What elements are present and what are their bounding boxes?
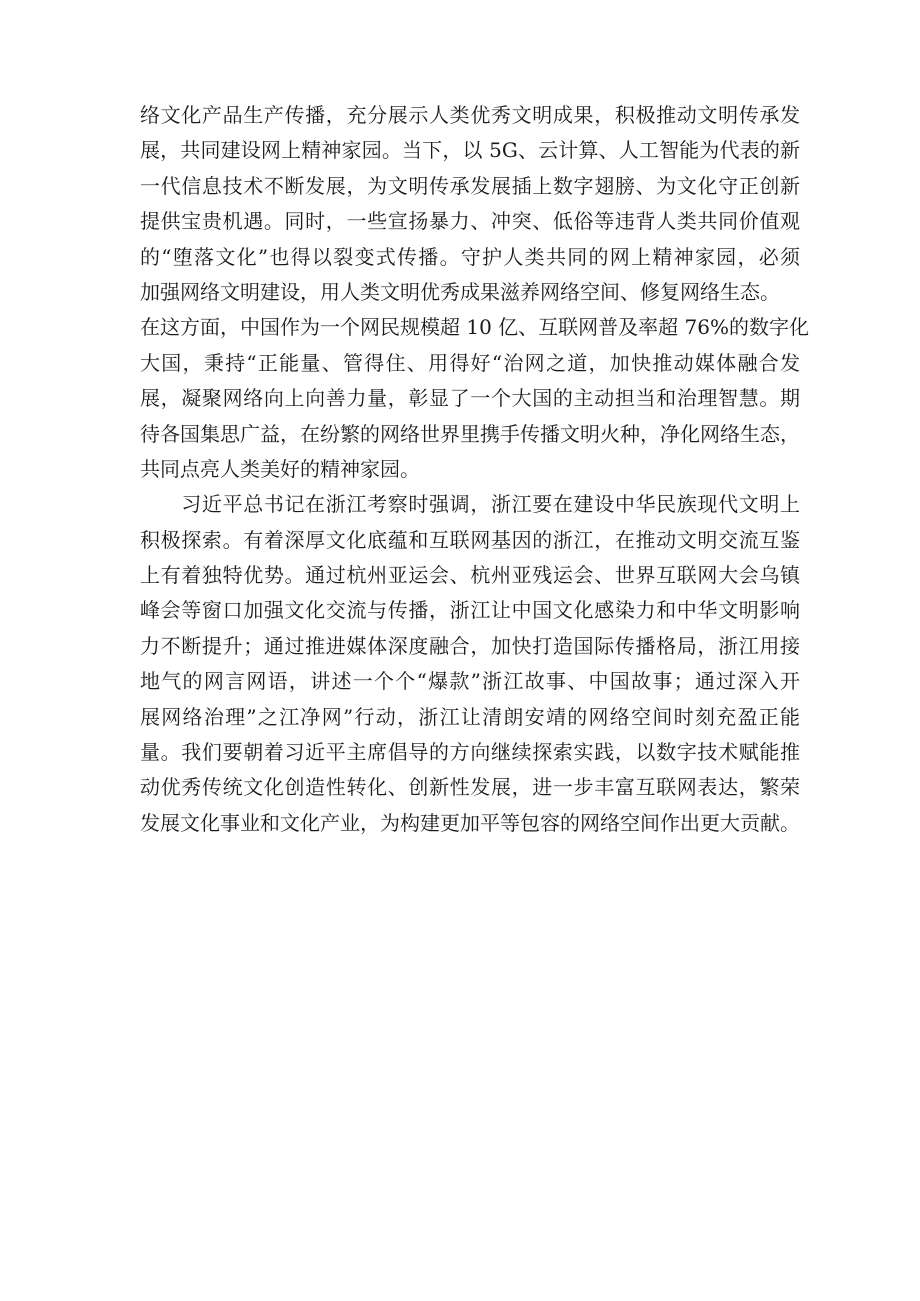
text-line: 的“堕落文化”也得以裂变式传播。守护人类共同的网上精神家园，必须 [140,244,800,269]
text-line: 加强网络文明建设，用人类文明优秀成果滋养网络空间、修复网络生态。 [140,279,780,304]
text-line: 展，凝聚网络向上向善力量，彰显了一个大国的主动担当和治理智慧。期 [140,386,800,411]
text-line: 展网络治理”之江净网”行动，浙江让清朗安靖的网络空间时刻充盈正能 [140,704,800,729]
text-line: 一代信息技术不断发展，为文明传承发展插上数字翅膀、为文化守正创新 [140,173,800,198]
text-line: 量。我们要朝着习近平主席倡导的方向继续探索实践，以数字技术赋能推 [140,740,800,765]
text-line: 展，共同建设网上精神家园。当下，以 5G、云计算、人工智能为代表的新 [140,138,800,163]
text-line: 共同点亮人类美好的精神家园。 [140,456,420,481]
text-line: 在这方面，中国作为一个网民规模超 10 亿、互联网普及率超 76%的数字化 [140,315,809,340]
text-line: 待各国集思广益，在纷繁的网络世界里携手传播文明火种，净化网络生态， [140,421,800,446]
paragraph-1 [140,98,809,487]
text-line: 提供宝贵机遇。同时，一些宣扬暴力、冲突、低俗等违背人类共同价值观 [140,209,800,234]
text-line: 动优秀传统文化创造性转化、创新性发展，进一步丰富互联网表达，繁荣 [140,775,800,800]
text-line: 发展文化事业和文化产业，为构建更加平等包容的网络空间作出更大贡献。 [140,810,800,835]
text-line: 络文化产品生产传播，充分展示人类优秀文明成果，积极推动文明传承发 [140,103,800,127]
text-line: 峰会等窗口加强文化交流与传播，浙江让中国文化感染力和中华文明影响 [140,598,800,623]
text-line: 大国，秉持“正能量、管得住、用得好“治网之道，加快推动媒体融合发 [140,350,800,375]
paragraph-2 [140,487,800,841]
text-line: 地气的网言网语，讲述一个个“爆款”浙江故事、中国故事；通过深入开 [140,669,800,694]
text-line: 力不断提升；通过推进媒体深度融合，加快打造国际传播格局，浙江用接 [140,633,800,658]
text-line: 积极探索。有着深厚文化底蕴和互联网基因的浙江，在推动文明交流互鉴 [140,527,800,552]
text-line: 上有着独特优势。通过杭州亚运会、杭州亚残运会、世界互联网大会乌镇 [140,563,800,588]
body-text [140,98,809,841]
text-line: 习近平总书记在浙江考察时强调，浙江要在建设中华民族现代文明上 [140,492,800,517]
